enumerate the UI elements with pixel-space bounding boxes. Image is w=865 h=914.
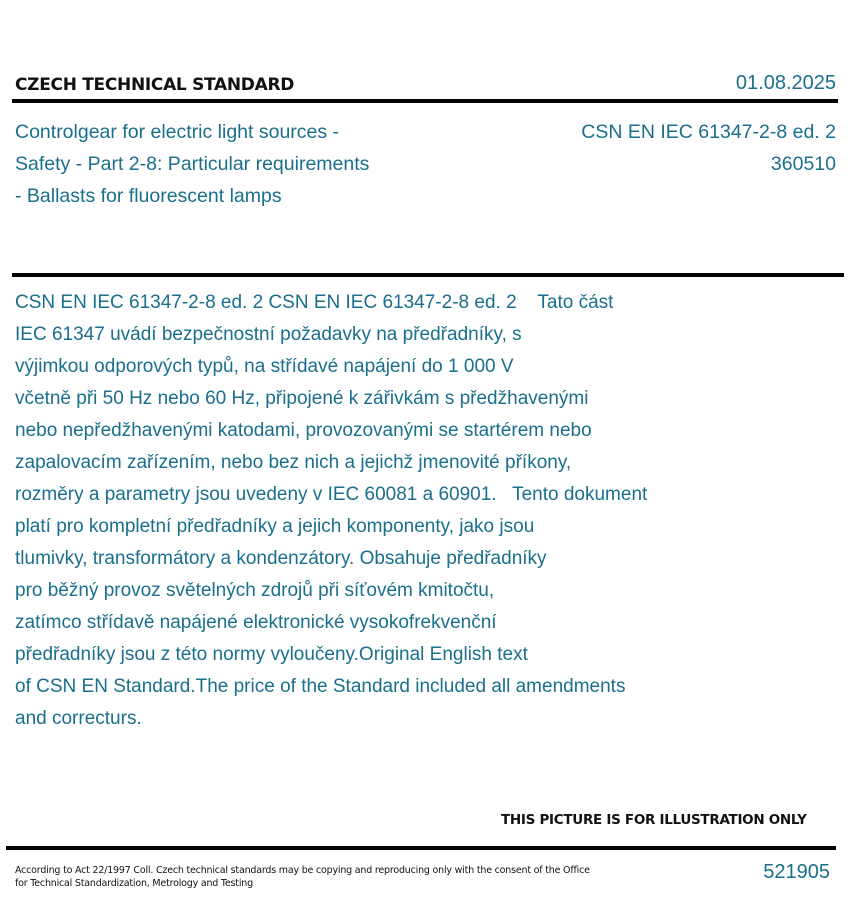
description-line: CSN EN IEC 61347-2-8 ed. 2 CSN EN IEC 61347-2-8 ed. 2 Tato část bbox=[15, 292, 614, 313]
description-line: zatímco střídavě napájené elektronické vysokofrekvenční bbox=[15, 612, 497, 633]
description-line: pro běžný provoz světelných zdrojů při síťovém kmitočtu, bbox=[15, 580, 495, 601]
description-line: platí pro kompletní předřadníky a jejich komponenty, jako jsou bbox=[15, 516, 535, 537]
catalog-number: 521905 bbox=[763, 861, 830, 883]
title-divider bbox=[12, 273, 844, 277]
title-line: - Ballasts for fluorescent lamps bbox=[15, 185, 282, 207]
title-line: Safety - Part 2-8: Particular requirements bbox=[15, 153, 370, 175]
legal-line: for Technical Standardization, Metrology and Testing bbox=[15, 878, 253, 889]
description-line: výjimkou odporových typů, na střídavé napájení do 1 000 V bbox=[15, 356, 514, 377]
description-line: včetně při 50 Hz nebo 60 Hz, připojené k zářivkám s předžhavenými bbox=[15, 388, 589, 409]
standard-description bbox=[15, 287, 755, 735]
description-line: IEC 61347 uvádí bezpečnostní požadavky na předřadníky, s bbox=[15, 324, 522, 345]
description-line: nebo nepředžhavenými katodami, provozovanými se startérem nebo bbox=[15, 420, 592, 441]
description-line: předřadníky jsou z této normy vyloučeny.Original English text bbox=[15, 644, 528, 665]
legal-notice bbox=[15, 864, 595, 890]
description-line: zapalovacím zařízením, nebo bez nich a jejichž jmenovité příkony, bbox=[15, 452, 572, 473]
standard-code: CSN EN IEC 61347-2-8 ed. 2 bbox=[581, 121, 836, 143]
class-number: 360510 bbox=[770, 153, 836, 175]
publication-date: 01.08.2025 bbox=[735, 72, 836, 94]
description-line: tlumivky, transformátory a kondenzátory. Obsahuje předřadníky bbox=[15, 548, 547, 569]
description-line: rozměry a parametry jsou uvedeny v IEC 60081 a 60901. Tento dokument bbox=[15, 484, 648, 505]
illustration-disclaimer: THIS PICTURE IS FOR ILLUSTRATION ONLY bbox=[501, 812, 807, 828]
description-line: of CSN EN Standard.The price of the Standard included all amendments bbox=[15, 676, 626, 697]
description-line: and correcturs. bbox=[15, 708, 142, 729]
title-line: Controlgear for electric light sources - bbox=[15, 121, 340, 143]
header-divider bbox=[12, 99, 838, 103]
footer-divider bbox=[6, 846, 836, 850]
document-type-label: CZECH TECHNICAL STANDARD bbox=[15, 75, 295, 95]
legal-line: According to Act 22/1997 Coll. Czech technical standards may be copying and reproducing only with the consent of the Office bbox=[15, 865, 590, 876]
standard-title bbox=[15, 116, 435, 212]
standard-identifiers bbox=[581, 116, 836, 180]
